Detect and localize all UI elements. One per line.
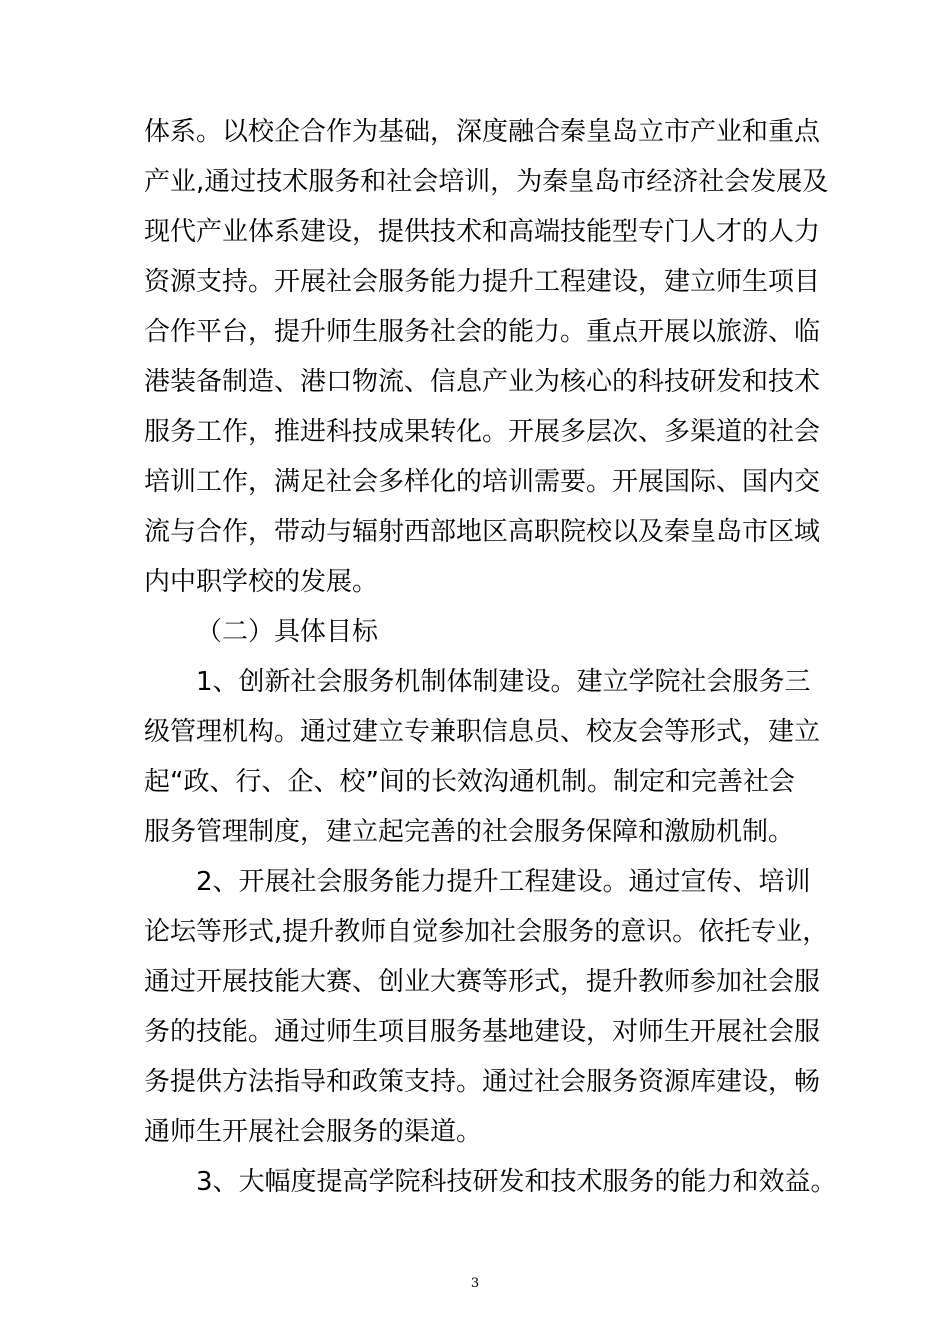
text-line: 内中职学校的发展。 <box>144 567 379 597</box>
text-line: 级管理机构。通过建立专兼职信息员、校友会等形式，建立 <box>144 717 821 747</box>
text-line: 合作平台，提升师生服务社会的能力。重点开展以旅游、临 <box>144 317 821 347</box>
text-line: 务提供方法指导和政策支持。通过社会服务资源库建设，畅 <box>144 1067 821 1097</box>
text-line: 论坛等形式,提升教师自觉参加社会服务的意识。依托专业， <box>144 917 829 947</box>
text-line: 港装备制造、港口物流、信息产业为核心的科技研发和技术 <box>144 367 821 397</box>
body-text <box>144 107 837 1207</box>
text-line: 服务管理制度，建立起完善的社会服务保障和激励机制。 <box>144 817 795 847</box>
text-line: 产业,通过技术服务和社会培训，为秦皇岛市经济社会发展及 <box>144 167 829 197</box>
text-line: 流与合作，带动与辐射西部地区高职院校以及秦皇岛市区域 <box>144 517 821 547</box>
text-line: 服务工作，推进科技成果转化。开展多层次、多渠道的社会 <box>144 417 821 447</box>
text-line: 通师生开展社会服务的渠道。 <box>144 1117 483 1147</box>
text-line: 培训工作，满足社会多样化的培训需要。开展国际、国内交 <box>144 467 821 497</box>
text-line: 现代产业体系建设，提供技术和高端技能型专门人才的人力 <box>144 217 821 247</box>
text-line: 体系。以校企合作为基础，深度融合秦皇岛立市产业和重点 <box>144 117 821 147</box>
text-line: 资源支持。开展社会服务能力提升工程建设，建立师生项目 <box>144 267 821 297</box>
section-heading: （二）具体目标 <box>196 617 379 647</box>
text-line: 通过开展技能大赛、创业大赛等形式，提升教师参加社会服 <box>144 967 821 997</box>
text-line: 2、开展社会服务能力提升工程建设。通过宣传、培训 <box>196 867 811 897</box>
text-line: 3、大幅度提高学院科技研发和技术服务的能力和效益。 <box>196 1167 837 1197</box>
text-line: 1、创新社会服务机制体制建设。建立学院社会服务三 <box>196 667 811 697</box>
text-line: 起“政、行、企、校”间的长效沟通机制。制定和完善社会 <box>144 767 795 797</box>
text-line: 务的技能。通过师生项目服务基地建设，对师生开展社会服 <box>144 1017 821 1047</box>
page-number: 3 <box>470 1276 480 1291</box>
